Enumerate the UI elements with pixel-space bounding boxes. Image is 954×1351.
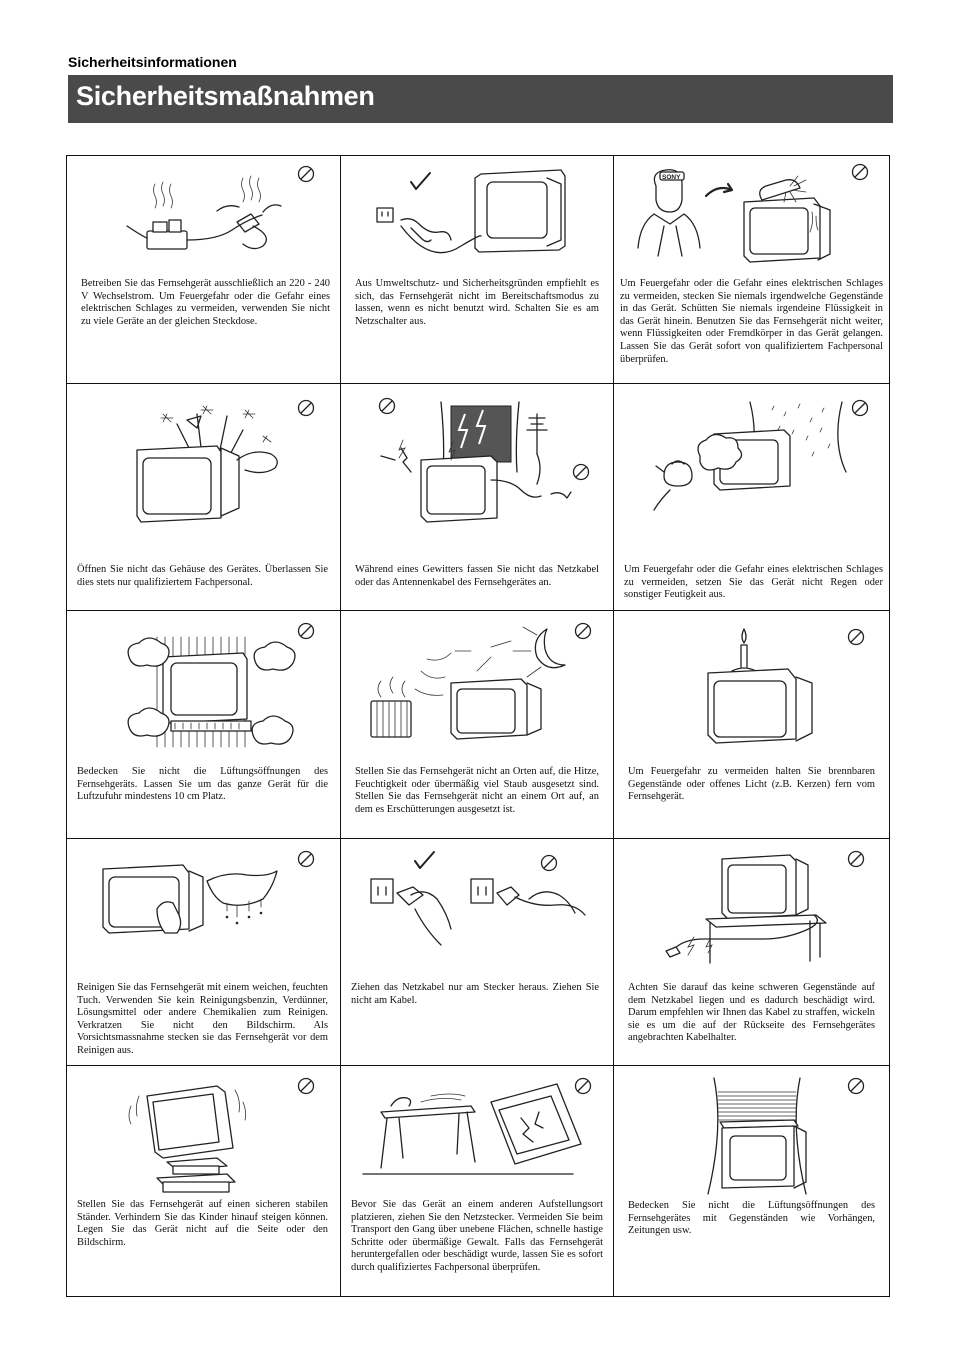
safety-cell-transport	[341, 1066, 613, 1296]
safety-cell-cleaning	[67, 839, 340, 1065]
prohibited-icon	[299, 624, 314, 639]
tv-power-switch-illustration	[341, 156, 613, 276]
safety-text: Reinigen Sie das Fernsehgerät mit einem weichen, feuchten Tuch. Verwenden Sie kein Reinigungsbenzin, Verdünner, Lösungsmittel oder andere Chemikalien zum Reinigen. Verkratzen Sie nicht den Bildschirm. Als Vorsichtsmassnahme stecken sie das Fernsehgerät vor dem Reinigen aus.	[77, 982, 328, 1056]
prohibited-icon	[853, 165, 868, 180]
safety-cell-stable-stand	[67, 1066, 340, 1296]
prohibited-icon	[853, 401, 868, 416]
prohibited-icon	[849, 1079, 864, 1094]
rain-steam-illustration	[614, 384, 889, 534]
covered-vents-illustration	[614, 1066, 889, 1206]
safety-text: Öffnen Sie nicht das Gehäuse des Gerätes. Überlassen Sie dies stets nur qualifiziertem Fachpersonal.	[77, 564, 328, 588]
cap-brand-label: SONY	[662, 174, 681, 181]
prohibited-icon	[849, 852, 864, 867]
prohibited-icon	[576, 1079, 591, 1094]
overloaded-outlet-illustration	[67, 156, 340, 276]
safety-text: Betreiben Sie das Fernsehgerät ausschließlich an 220 - 240 V Wechselstrom. Um Feuergefahr oder die Gefahr eines elektrischen Schlages zu vermeiden, verwenden Sie nicht zu viele Geräte an der gleichen Steckdose.	[81, 278, 330, 327]
safety-grid	[66, 155, 890, 1297]
safety-text: Ziehen das Netzkabel nur am Stecker heraus. Ziehen Sie nicht am Kabel.	[351, 982, 599, 1006]
safety-text: Stellen Sie das Fernsehgerät nicht an Orten auf, die Hitze, Feuchtigkeit oder übermäßig viel Staub ausgesetzt sind. Stellen Sie das Fernsehgerät nicht an einem Ort auf, an dem es Erschütterungen ausgesetzt ist.	[355, 766, 599, 815]
cleaning-cloth-illustration	[67, 839, 340, 979]
lightning-illustration	[341, 384, 613, 534]
candle-on-tv-illustration	[614, 611, 889, 761]
safety-text: Um Feuergefahr oder die Gefahr eines elektrischen Schlages zu vermeiden, setzen Sie das Gerät nicht Regen oder sonstiger Feutigkeit aus.	[624, 564, 883, 601]
tv-on-stand-cord-illustration	[614, 839, 889, 979]
section-label: Sicherheitsinformationen	[68, 54, 237, 70]
safety-text: Aus Umweltschutz- und Sicherheitsgründen empfiehlt es sich, das Fernsehgerät nicht im Bereitschaftsmodus zu lassen, wenn es nicht benutzt wird. Schalten Sie es am Netzschalter aus.	[355, 278, 599, 327]
prohibited-icon	[576, 624, 591, 639]
prohibited-icon	[542, 856, 557, 871]
page-title: Sicherheitsmaßnahmen	[76, 81, 375, 111]
check-icon	[415, 852, 434, 868]
safety-cell-thunderstorm	[341, 384, 613, 610]
unstable-stand-illustration	[67, 1066, 340, 1196]
prohibited-icon	[299, 401, 314, 416]
safety-text: Um Feuergefahr zu vermeiden halten Sie brennbaren Gegenstände oder offenes Licht (z.B. Kerzen) fern vom Fernsehgerät.	[628, 766, 875, 803]
unplug-correctly-illustration	[341, 839, 613, 979]
blocked-vents-illustration	[67, 611, 340, 761]
safety-cell-cover-vents	[614, 1066, 889, 1296]
prohibited-icon	[299, 852, 314, 867]
prohibited-icon	[380, 399, 395, 414]
liquid-spill-illustration	[614, 156, 889, 276]
safety-cell-power-supply	[67, 156, 340, 383]
safety-cell-foreign-objects	[614, 156, 889, 383]
safety-cell-unplugging	[341, 839, 613, 1065]
safety-text: Stellen Sie das Fernsehgerät auf einen sicheren stabilen Ständer. Verhindern Sie das Kinder hinauf steigen können. Legen Sie das Gerät nicht auf die Seite oder den Bildschirm.	[77, 1199, 328, 1248]
safety-text: Bedecken Sie nicht die Lüftungsöffnungen des Fernsehgerätes mit Gegenständen wie Vorhängen, Zeitungen usw.	[628, 1200, 875, 1237]
safety-cell-ventilation	[67, 611, 340, 838]
safety-cell-heat-dust	[341, 611, 613, 838]
safety-text: Um Feuergefahr oder die Gefahr eines elektrischen Schlages zu vermeiden, stecken Sie niemals irgendwelche Gegenstände in das Gerät. Schütten Sie niemals irgendeine Flüssigkeit in das Gerät hinein. Benutzen Sie das Fernsehgerät nicht weiter, wenn Flüssigkeiten oder Fremdkörper in das Gerät gelangen. Lassen Sie das Gerät sofort von qualifiziertem Fachpersonal überprüfen.	[620, 278, 883, 365]
safety-cell-power-cord	[614, 839, 889, 1065]
heater-sun-illustration	[341, 611, 613, 761]
prohibited-icon	[574, 465, 589, 480]
safety-cell-standby	[341, 156, 613, 383]
prohibited-icon	[849, 630, 864, 645]
prohibited-icon	[299, 167, 314, 182]
safety-text: Bedecken Sie nicht die Lüftungsöffnungen des Fernsehgeräts. Lassen Sie um das ganze Gerät für die Luftzufuhr mindestens 10 cm Platz.	[77, 766, 328, 803]
safety-cell-moisture	[614, 384, 889, 610]
open-housing-illustration	[67, 384, 340, 534]
safety-text: Bevor Sie das Gerät an einem anderen Aufstellungsort platzieren, ziehen Sie den Netzstecker. Vermeiden Sie beim Transport den Gang über unebene Flächen, schnelle hastige Schritte oder übermäßige Gewalt. Falls das Fernsehgerät heruntergefallen oder beschädigt wurde, lassen Sie es sofort durch qualifiziertes Fachpersonal überprüfen.	[351, 1199, 603, 1273]
check-icon	[411, 173, 430, 189]
safety-cell-open-flame	[614, 611, 889, 838]
safety-text: Während eines Gewitters fassen Sie nicht das Netzkabel oder das Antennenkabel des Fernsehgerätes an.	[355, 564, 599, 588]
safety-text: Achten Sie darauf das keine schweren Gegenstände auf dem Netzkabel liegen und es dadurch beschädigt wird. Darum empfehlen wir Ihnen das Kabel zu straffen, wickeln sie es um die auf der Rückseite des Fernsehgerätes angebrachten Kabelhalter.	[628, 982, 875, 1044]
prohibited-icon	[299, 1079, 314, 1094]
safety-cell-housing	[67, 384, 340, 610]
title-bar	[68, 75, 893, 123]
dropped-tv-illustration	[341, 1066, 613, 1196]
